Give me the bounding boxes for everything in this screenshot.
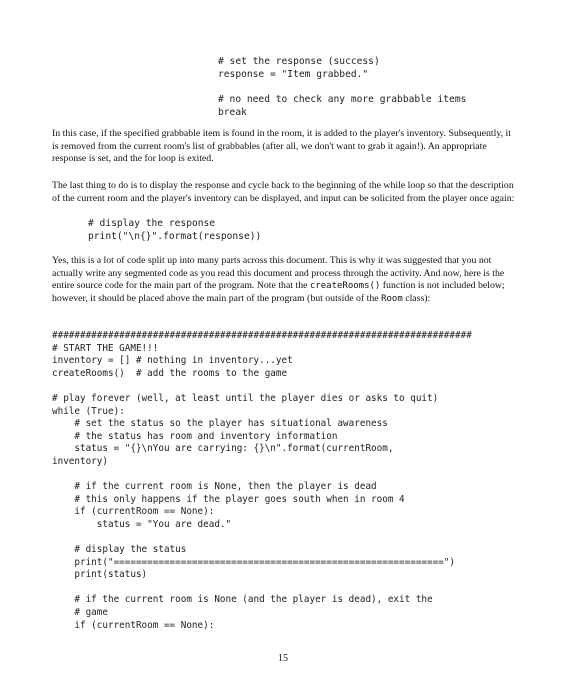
code-line: status = "You are dead.": [52, 518, 232, 530]
paragraph-source-code-intro: [52, 255, 518, 305]
paragraph-item-found: In this case, if the specified grabbable item is found in the room, it is added to the player's inventory. Subsequently, it is removed from the current room's list of grabbables (after all, we don't want to grab it again!). An appropriate response is set, and the for loop is exited.: [52, 128, 511, 165]
inline-code-createrooms: createRooms(): [309, 281, 381, 292]
code-line: # play forever (well, at least until the player dies or asks to quit): [52, 392, 439, 404]
code-line: print("\n{}".format(response)): [88, 230, 262, 242]
code-line: # game: [52, 607, 108, 619]
paragraph-text-part-b: function is not included below; however, it should be placed above the main part of the program (but outside of the: [52, 280, 505, 304]
code-block-main-program: [52, 330, 472, 632]
code-block-break: [218, 94, 466, 119]
code-line: # display the response: [88, 218, 216, 229]
code-line: break: [218, 106, 247, 118]
code-line: # the status has room and inventory information: [52, 430, 338, 442]
code-line: ###########################################################################: [52, 330, 472, 341]
code-line: print(status): [52, 569, 148, 581]
code-line: inventory): [52, 455, 108, 467]
code-line: # if the current room is None, then the player is dead: [52, 481, 377, 493]
paragraph-text-part-c: class):: [402, 292, 431, 304]
code-line: # if the current room is None (and the player is dead), exit the: [52, 594, 433, 606]
code-line: # set the response (success): [218, 56, 380, 67]
paragraph-display-response: The last thing to do is to display the response and cycle back to the beginning of the while loop so that the description of the current room and the player's inventory can be displayed, and input can be solicited from the player once again:: [52, 180, 515, 204]
code-line: status = "{}\nYou are carrying: {}\n".format(currentRoom,: [52, 443, 394, 455]
code-line: # display the status: [52, 544, 187, 556]
page-number: 15: [278, 653, 288, 664]
code-line: # this only happens if the player goes south when in room 4: [52, 493, 405, 505]
code-line: # START THE GAME!!!: [52, 342, 159, 354]
code-line: createRooms() # add the rooms to the game: [52, 367, 288, 379]
code-line: print("==========================================================="): [52, 556, 455, 568]
code-line: response = "Item grabbed.": [218, 68, 369, 80]
code-line: if (currentRoom == None):: [52, 506, 215, 518]
code-line: inventory = [] # nothing in inventory...yet: [52, 355, 293, 367]
code-line: # set the status so the player has situational awareness: [52, 418, 388, 430]
inline-code-room: Room: [381, 293, 403, 304]
code-line: while (True):: [52, 405, 125, 417]
code-line: if (currentRoom == None):: [52, 619, 215, 631]
code-block-display-response: [88, 218, 261, 243]
code-block-response: [218, 56, 380, 81]
paragraph-text-part-a: Yes, this is a lot of code split up into many parts across this document. This is why it was suggested that you not actually write any segmented code as you read this document and process through the activity. And now, here is the entire source code for the main part of the program. Note that the: [52, 255, 505, 292]
code-line: # no need to check any more grabbable items: [218, 94, 467, 105]
